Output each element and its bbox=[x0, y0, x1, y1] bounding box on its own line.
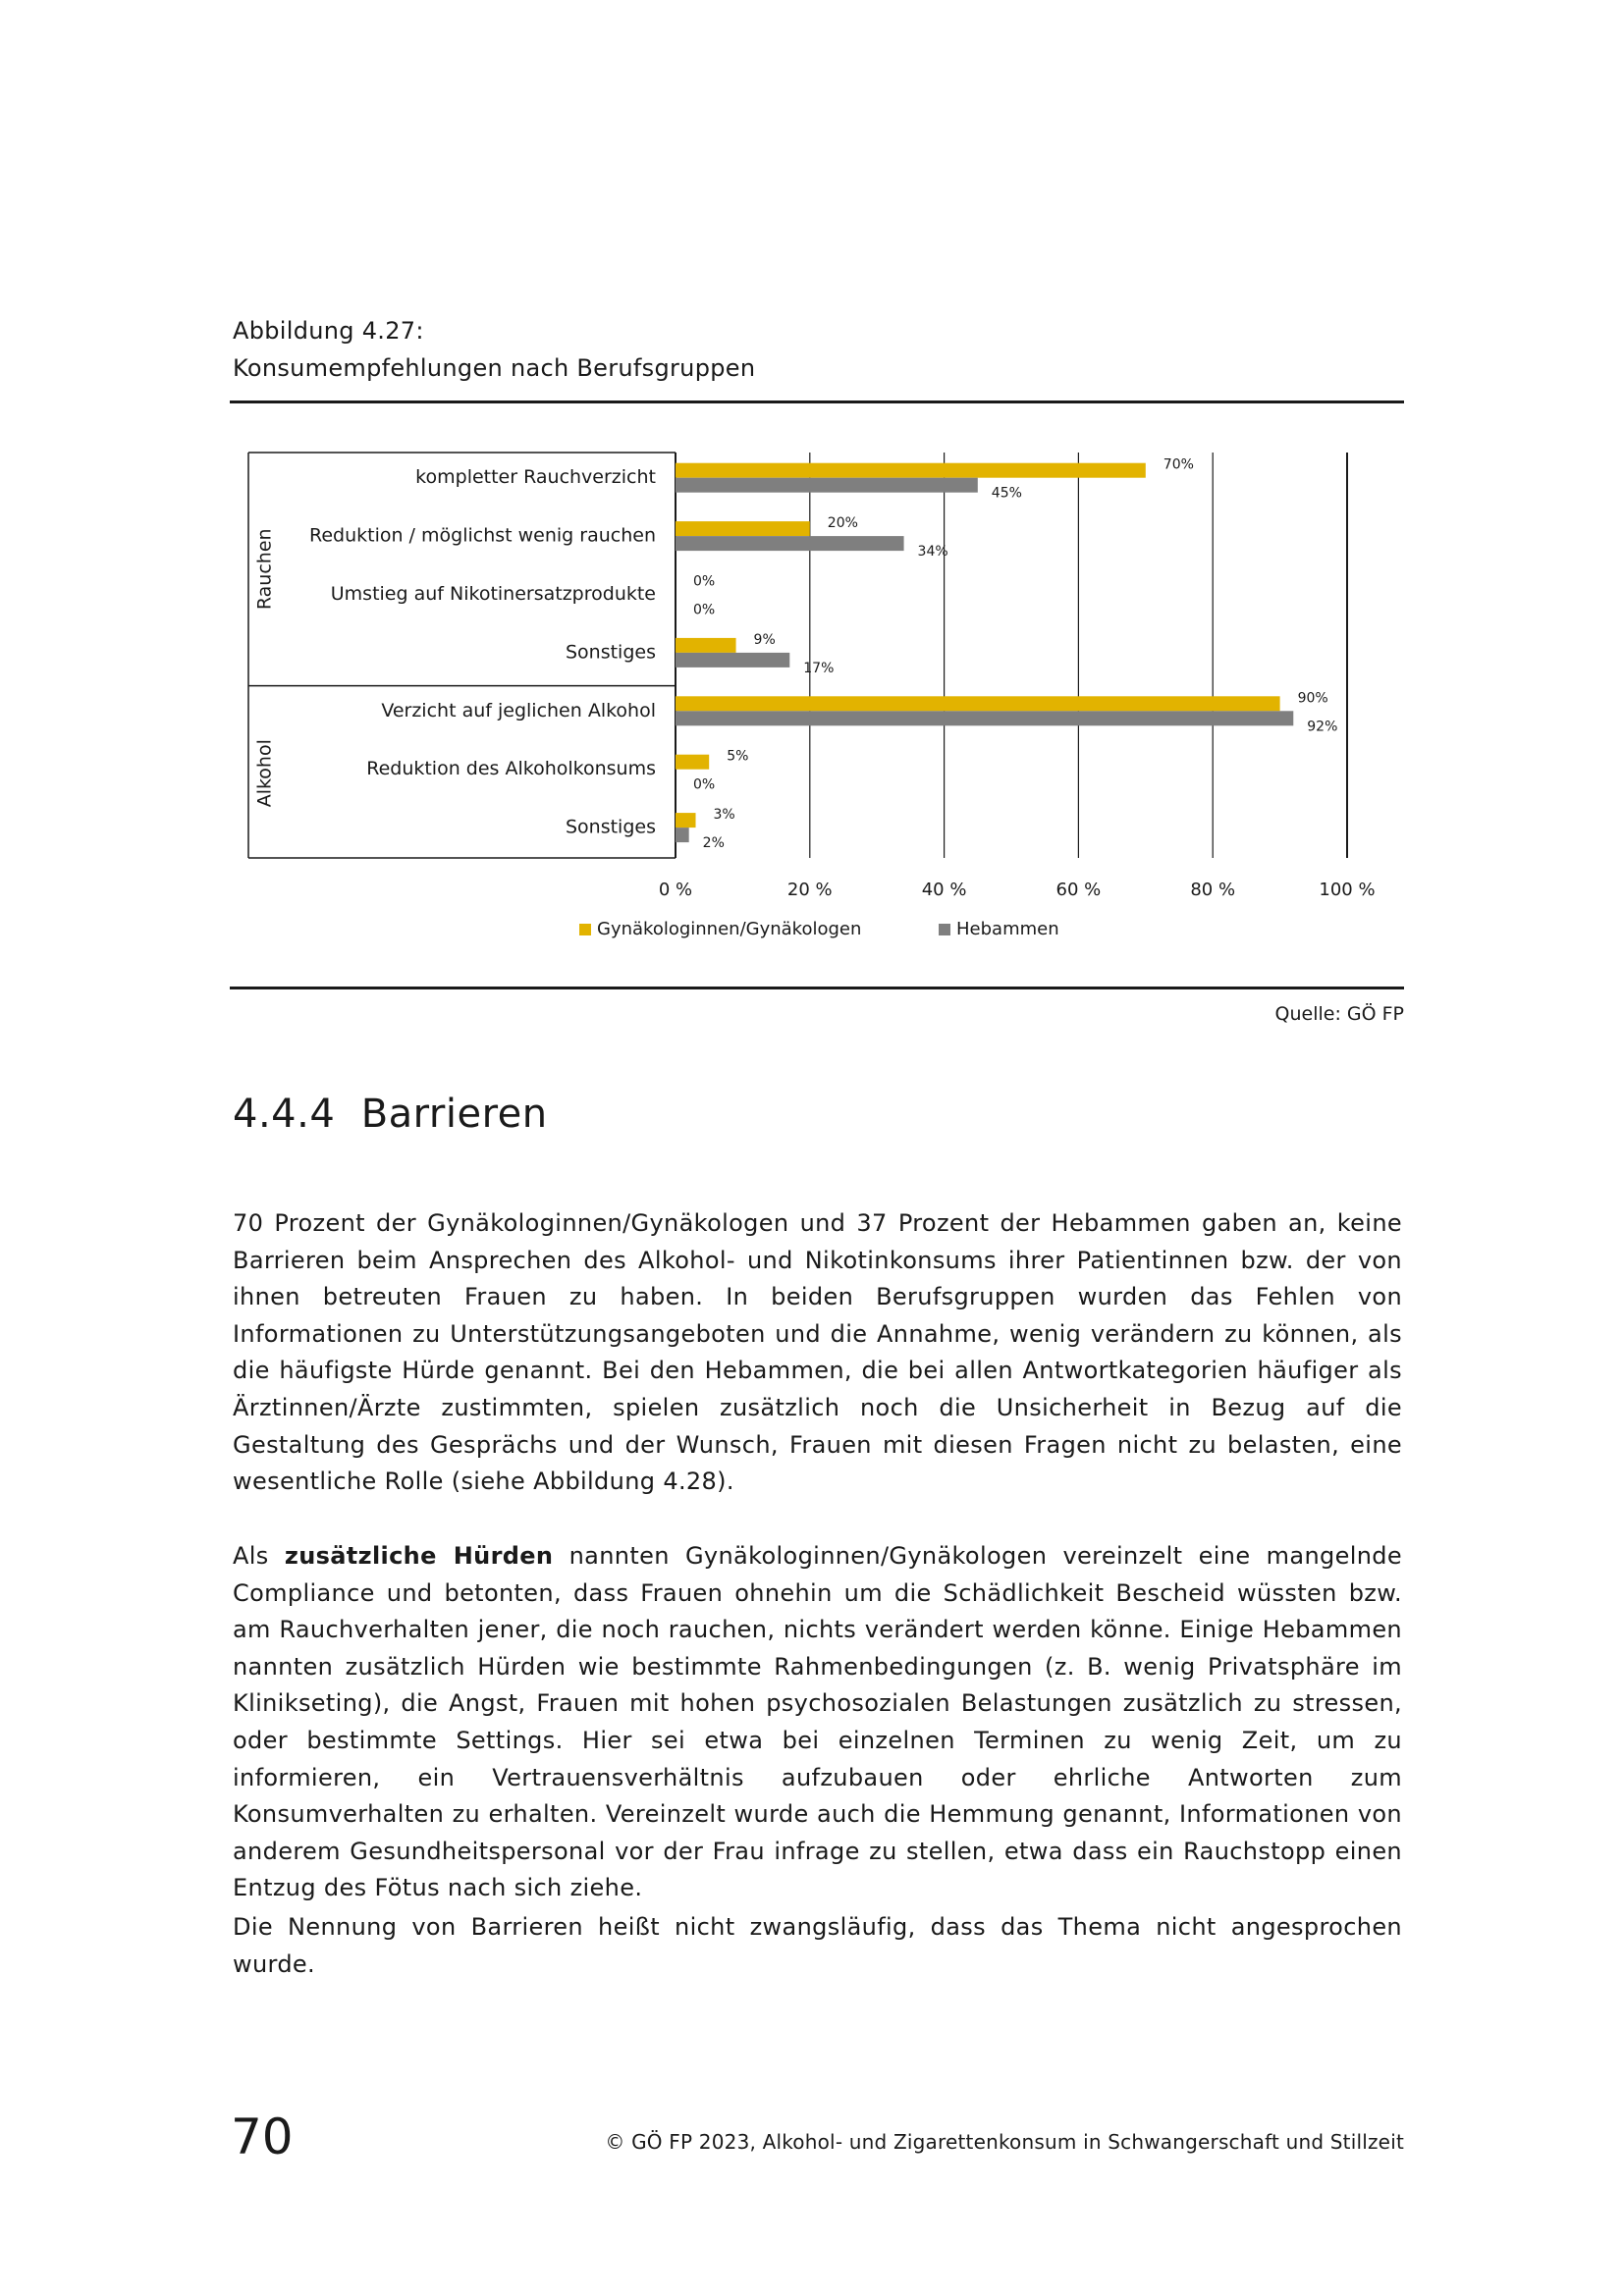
data-label: 17% bbox=[803, 660, 835, 676]
legend-label: Hebammen bbox=[956, 919, 1059, 939]
data-label: 2% bbox=[702, 835, 725, 852]
x-tick-label: 20 % bbox=[786, 880, 833, 900]
bar-gynaekologie bbox=[676, 521, 810, 536]
bar-gynaekologie bbox=[676, 755, 709, 770]
data-label: 70% bbox=[1163, 456, 1194, 473]
category-label: Sonstiges bbox=[565, 641, 656, 664]
bar-hebammen bbox=[676, 828, 689, 842]
data-label: 45% bbox=[991, 485, 1022, 502]
data-label: 9% bbox=[753, 631, 776, 648]
data-label: 0% bbox=[693, 776, 716, 793]
x-tick-label: 100 % bbox=[1319, 880, 1376, 900]
x-tick-label: 40 % bbox=[921, 880, 967, 900]
data-label: 90% bbox=[1297, 690, 1328, 707]
category-label: Sonstiges bbox=[565, 816, 656, 838]
paragraph-2-bold: zusätzliche Hürden bbox=[284, 1542, 554, 1570]
footer-copyright: © GÖ FP 2023, Alkohol- und Zigarettenkonsum in Schwangerschaft und Stillzeit bbox=[605, 2130, 1404, 2154]
paragraph-2-lead: Als bbox=[233, 1542, 285, 1570]
section-heading bbox=[233, 1092, 548, 1137]
group-label-rauchen: Rauchen bbox=[253, 528, 276, 611]
x-tick-label: 0 % bbox=[658, 880, 693, 900]
category-label: Umstieg auf Nikotinersatzprodukte bbox=[330, 583, 656, 605]
category-label: Verzicht auf jeglichen Alkohol bbox=[381, 699, 656, 721]
legend-swatch bbox=[939, 924, 950, 935]
data-label: 5% bbox=[727, 748, 749, 765]
bar-gynaekologie bbox=[676, 813, 696, 828]
data-label: 20% bbox=[827, 515, 858, 532]
paragraph-1: 70 Prozent der Gynäkologinnen/Gynäkologen und 37 Prozent der Hebammen gaben an, keine Barrieren beim Ansprechen des Alkohol- und Nikotinkonsums ihrer Patientinnen bzw. der von ihnen betreuten Frauen zu haben. In beiden Berufsgruppen wurden das Fehlen von Informationen zu Unterstützungsangeboten und die Annahme, wenig verändern zu können, als die häufigste Hürde genannt. Bei den Hebammen, die bei allen Antwortkategorien häufiger als Ärztinnen/Ärzte zustimmten, spielen zusätzlich noch die Unsicherheit in Bezug auf die Gestaltung des Gesprächs und der Wunsch, Frauen mit diesen Fragen nicht zu belasten, eine wesentliche Rolle (siehe Abbildung 4.28). bbox=[233, 1209, 1402, 1496]
category-label: kompletter Rauchverzicht bbox=[415, 466, 656, 489]
x-tick-label: 80 % bbox=[1190, 880, 1236, 900]
legend-swatch bbox=[579, 924, 591, 935]
data-label: 3% bbox=[713, 807, 735, 824]
page-number: 70 bbox=[231, 2109, 294, 2165]
data-label: 0% bbox=[693, 573, 716, 590]
figure-top-rule bbox=[230, 400, 1404, 403]
figure-label: Abbildung 4.27: bbox=[233, 317, 424, 345]
figure-bottom-rule bbox=[230, 987, 1404, 989]
group-label-alkohol: Alkohol bbox=[253, 739, 276, 808]
bar-hebammen bbox=[676, 478, 978, 493]
bar-gynaekologie bbox=[676, 463, 1146, 478]
figure-title: Konsumempfehlungen nach Berufsgruppen bbox=[233, 354, 756, 382]
legend-label: Gynäkologinnen/Gynäkologen bbox=[597, 919, 862, 939]
bar-hebammen bbox=[676, 536, 904, 551]
bar-gynaekologie bbox=[676, 638, 736, 653]
bar-hebammen bbox=[676, 711, 1293, 725]
paragraph-2 bbox=[233, 1538, 1402, 1907]
section-number: 4.4.4 bbox=[233, 1092, 336, 1137]
figure-source: Quelle: GÖ FP bbox=[1274, 1003, 1404, 1025]
bar-hebammen bbox=[676, 653, 789, 667]
category-label: Reduktion des Alkoholkonsums bbox=[366, 758, 656, 780]
category-label: Reduktion / möglichst wenig rauchen bbox=[308, 524, 656, 547]
bar-chart bbox=[230, 404, 1404, 984]
data-label: 0% bbox=[693, 602, 716, 618]
paragraph-3: Die Nennung von Barrieren heißt nicht zwangsläufig, dass das Thema nicht angesprochen wurde. bbox=[233, 1913, 1402, 1978]
section-title: Barrieren bbox=[360, 1092, 548, 1137]
paragraph-2-rest: nannten Gynäkologinnen/Gynäkologen vereinzelt eine mangelnde Compliance und betonten, dass Frauen ohnehin um die Schädlichkeit Bescheid wüssten bzw. am Rauchverhalten jener, die noch rauchen, nichts verändert werden könne. Einige Hebammen nannten zusätzlich Hürden wie bestimmte Rahmenbedingungen (z. B. wenig Privatsphäre im Klinikseting), die Angst, Frauen mit hohen psychosozialen Belastungen zusätzlich zu stressen, oder bestimmte Settings. Hier sei etwa bei einzelnen Terminen zu wenig Zeit, um zu informieren, ein Vertrauensverhältnis aufzubauen oder ehrliche Antworten zum Konsumverhalten zu erhalten. Vereinzelt wurde auch die Hemmung genannt, Informationen von anderem Gesundheitspersonal vor der Frau infrage zu stellen, etwa dass ein Rauchstopp einen Entzug des Fötus nach sich ziehe. bbox=[233, 1542, 1402, 1902]
figure-caption bbox=[233, 312, 755, 387]
data-label: 34% bbox=[917, 544, 948, 561]
bar-gynaekologie bbox=[676, 696, 1280, 711]
x-tick-label: 60 % bbox=[1055, 880, 1102, 900]
data-label: 92% bbox=[1307, 719, 1338, 735]
